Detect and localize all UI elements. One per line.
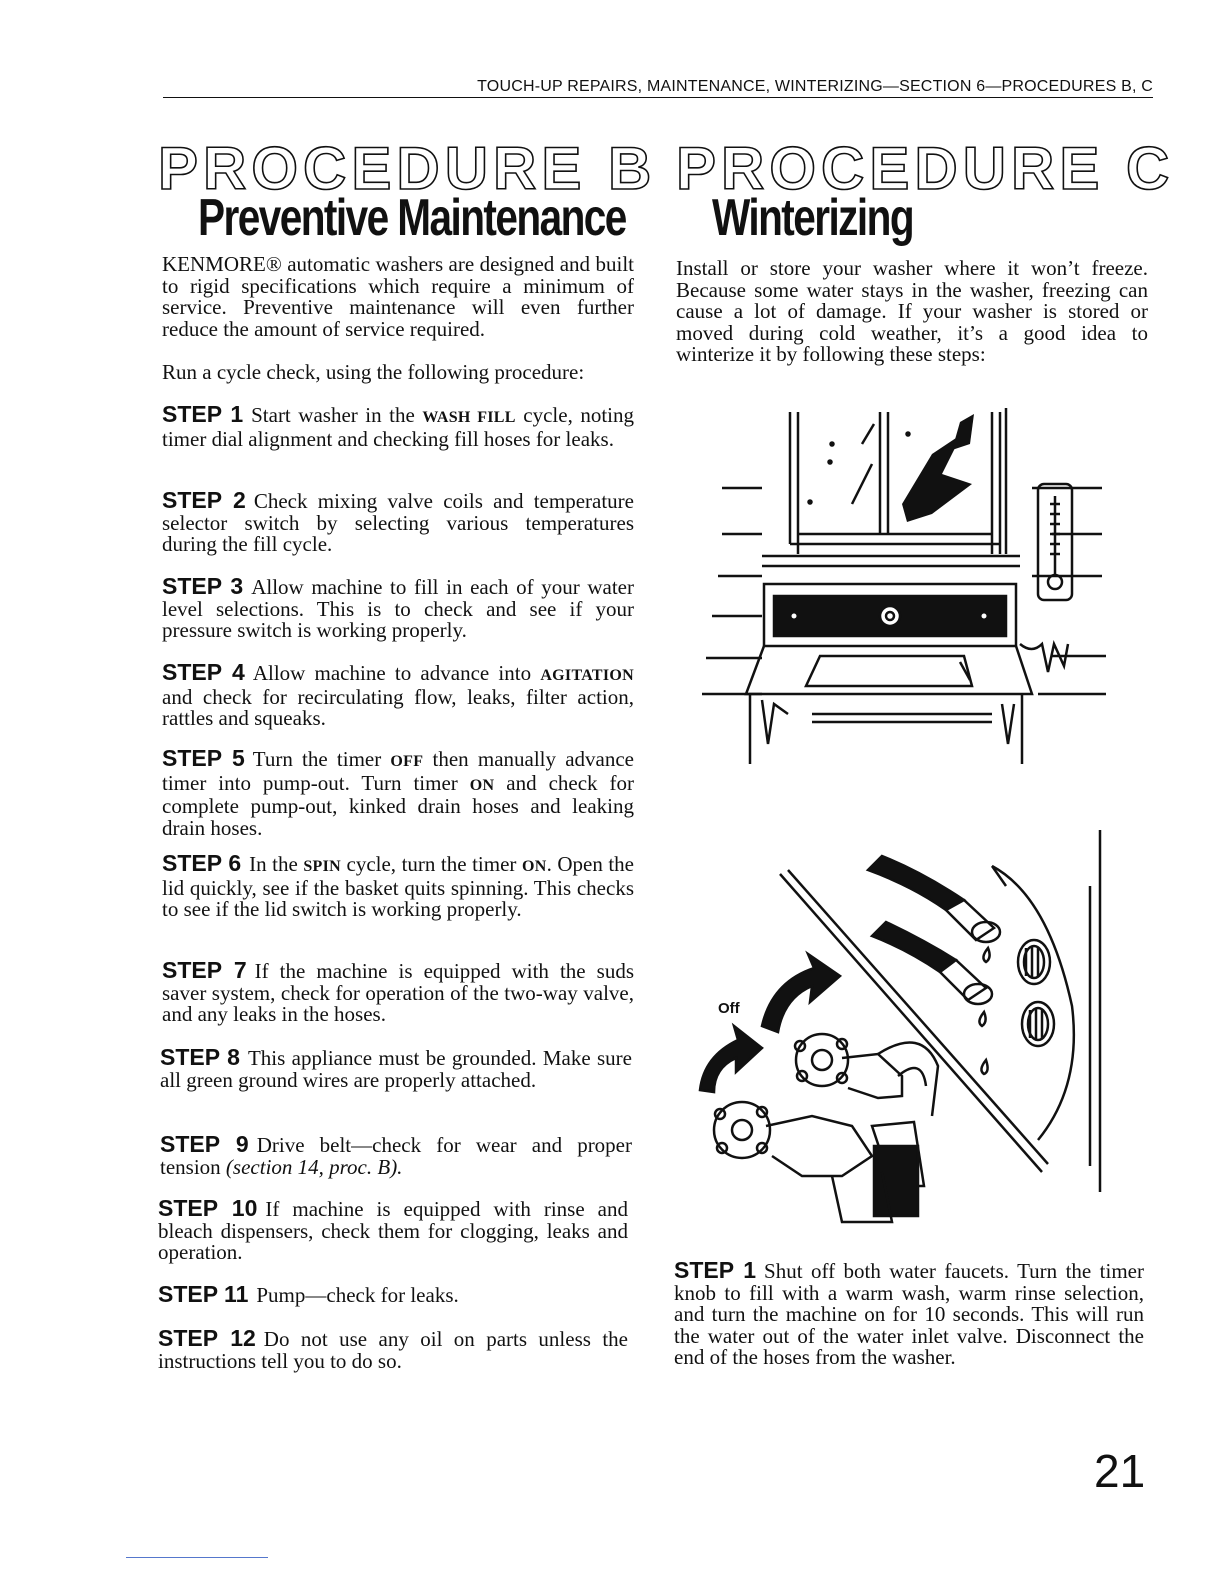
step-11: STEP 11 Pump—check for leaks. [158, 1281, 459, 1307]
step-label: STEP 5 [162, 745, 245, 771]
step-label: STEP 1 [674, 1257, 757, 1283]
procedure-c-intro: Install or store your washer where it won’t freeze. Because some water stays in the washer, freezing can cause a lot of damage. If your washer is stored or moved during cold weather, it’s a good idea to winterize it by following these steps: [676, 256, 1148, 366]
running-head: TOUCH-UP REPAIRS, MAINTENANCE, WINTERIZING—SECTION 6—PROCEDURES B, C [163, 78, 1153, 98]
step-label: STEP 4 [162, 659, 245, 685]
procedure-b-lead: Run a cycle check, using the following procedure: [162, 360, 585, 384]
step-7: STEP 7 If the machine is equipped with the suds saver system, check for operation of the two-way valve, and any leaks in the hoses. [162, 957, 635, 1026]
faucet-hoses-illustration [692, 826, 1116, 1230]
step-label: STEP 10 [158, 1195, 258, 1221]
footer-rule [126, 1557, 268, 1558]
step-label: STEP 6 [162, 850, 242, 876]
step-3: STEP 3 Allow machine to fill in each of your water level selections. This is to check and see if your pressure switch is working properly. [162, 573, 634, 642]
procedure-c-heading: PROCEDURE C [676, 135, 1175, 202]
page-number: 21 [1094, 1445, 1146, 1497]
procedure-c-title: Winterizing [712, 189, 914, 247]
step-label: STEP 12 [158, 1325, 256, 1351]
faucet-off-label: Off [718, 1000, 740, 1017]
step-4: STEP 4 Allow machine to advance into AGITATION and check for recirculating flow, leaks, filter action, rattles and squeaks. [162, 659, 634, 730]
step-9: STEP 9 Drive belt—check for wear and proper tension (section 14, proc. B). [160, 1131, 632, 1179]
step-label: STEP 3 [162, 573, 244, 599]
step-10: STEP 10 If machine is equipped with rinse and bleach dispensers, check them for clogging, leaks and operation. [158, 1195, 628, 1264]
step-12: STEP 12 Do not use any oil on parts unless the instructions tell you to do so. [158, 1325, 628, 1373]
step-1: STEP 1 Start washer in the WASH FILL cycle, noting timer dial alignment and checking fill hoses for leaks. [162, 401, 635, 451]
winterizing-step-1: STEP 1 Shut off both water faucets. Turn the timer knob to fill with a warm wash, warm rinse selection, and turn the machine on for 10 seconds. This will run the water out of the water inlet valve. Disconnect the end of the hoses from the washer. [674, 1257, 1144, 1369]
step-label: STEP 1 [162, 401, 244, 427]
step-8: STEP 8 This appliance must be grounded. Make sure all green ground wires are properly attached. [160, 1044, 632, 1092]
step-6: STEP 6 In the SPIN cycle, turn the timer ON. Open the lid quickly, see if the basket quits spinning. This checks to see if the lid switch is working properly. [162, 850, 634, 921]
step-label: STEP 8 [160, 1044, 240, 1070]
step-2: STEP 2 Check mixing valve coils and temperature selector switch by selecting various temperatures during the fill cycle. [162, 487, 634, 556]
step-5: STEP 5 Turn the timer OFF then manually advance timer into pump-out. Turn timer ON and check for complete pump-out, kinked drain hoses and leaking drain hoses. [162, 745, 634, 840]
step-label: STEP 9 [160, 1131, 249, 1157]
washer-window-illustration [702, 404, 1114, 768]
step-label: STEP 2 [162, 487, 246, 513]
step-label: STEP 11 [158, 1281, 249, 1307]
procedure-b-intro: KENMORE® automatic washers are designed and built to rigid specifications which require a minimum of service. Preventive maintenance will even further reduce the amount of service required. [162, 252, 634, 341]
step-label: STEP 7 [162, 957, 247, 983]
procedure-b-heading: PROCEDURE B [158, 135, 657, 202]
procedure-b-title: Preventive Maintenance [198, 189, 626, 247]
